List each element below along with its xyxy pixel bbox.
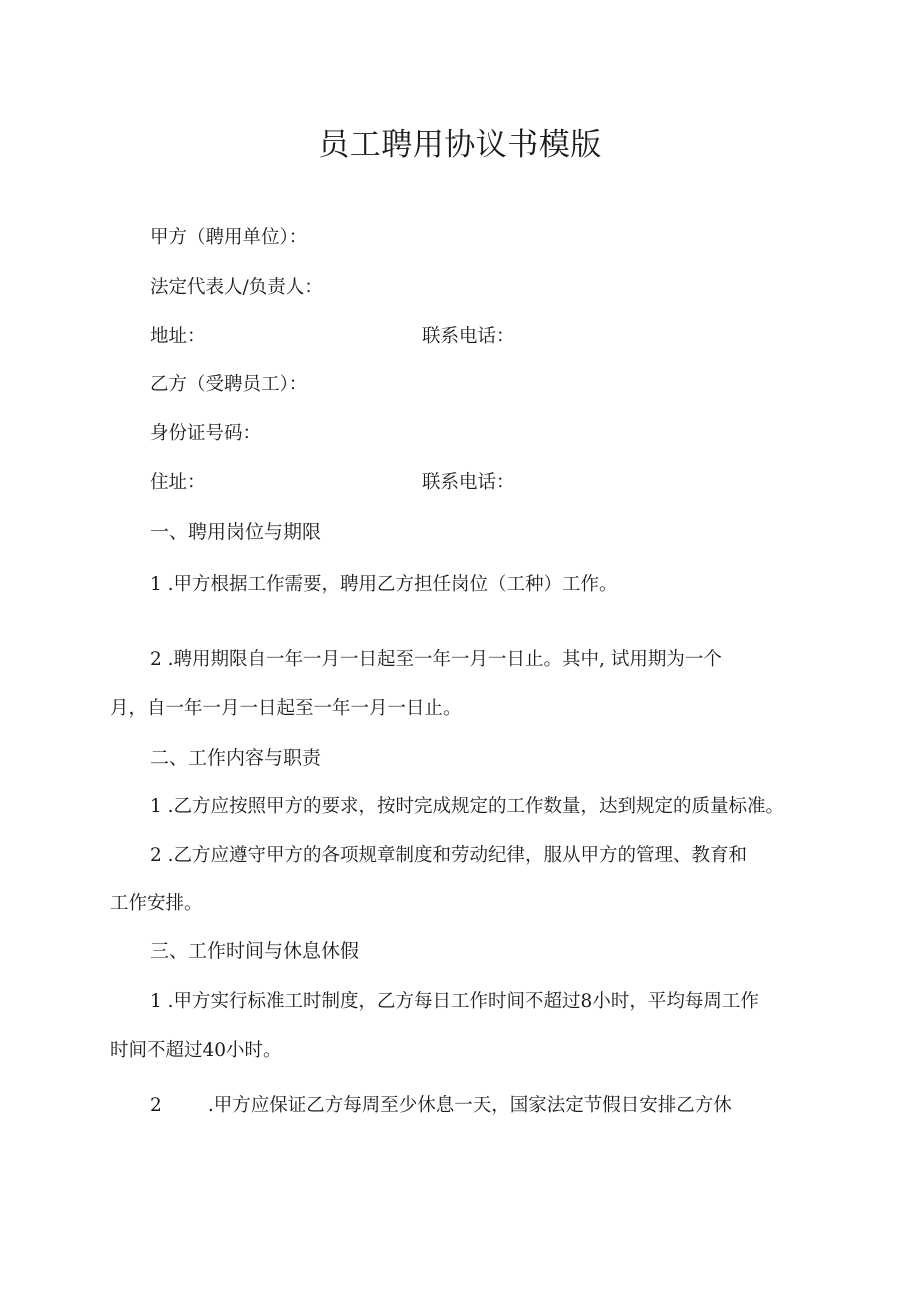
clause-number: 2 bbox=[150, 1095, 162, 1116]
id-number-label: 身份证号码： bbox=[150, 423, 262, 444]
clause-continuation: 月，自一年一月一日起至一年一月一日止。 bbox=[110, 698, 462, 719]
clause-text: .聘用期限自一年一月一日起至一年一月一日止。其中, 试用期为一个 bbox=[167, 649, 722, 670]
section-heading: 三、工作时间与休息休假 bbox=[150, 940, 360, 962]
clause bbox=[150, 843, 747, 869]
clause-text: .甲方实行标准工时制度，乙方每日工作时间不超过8小时，平均每周工作 bbox=[167, 991, 759, 1012]
party-a-address-label: 地址： bbox=[150, 326, 206, 347]
clause-text: .甲方应保证乙方每周至少休息一天，国家法定节假日安排乙方休 bbox=[207, 1095, 732, 1116]
clause-number: 1 bbox=[150, 574, 162, 595]
clause bbox=[150, 989, 759, 1015]
clause-continuation: 工作安排。 bbox=[110, 893, 203, 914]
party-b-phone-label: 联系电话： bbox=[422, 472, 515, 493]
clause-number: 2 bbox=[150, 845, 162, 866]
party-b-address-label: 住址： bbox=[150, 472, 206, 493]
clause-number: 1 bbox=[150, 991, 162, 1012]
section-heading: 二、工作内容与职责 bbox=[150, 747, 322, 769]
section-heading: 一、聘用岗位与期限 bbox=[150, 521, 322, 543]
clause-text: .乙方应遵守甲方的各项规章制度和劳动纪律，服从甲方的管理、教育和 bbox=[167, 845, 748, 866]
clause-text: .甲方根据工作需要，聘用乙方担任岗位（工种）工作。 bbox=[167, 574, 618, 595]
clause bbox=[150, 1093, 732, 1119]
legal-rep-label: 法定代表人/负责人： bbox=[150, 277, 323, 298]
document-title: 员工聘用协议书模版 bbox=[318, 127, 602, 163]
clause-text: .乙方应按照甲方的要求，按时完成规定的工作数量，达到规定的质量标准。 bbox=[167, 796, 785, 817]
party-a-phone-label: 联系电话： bbox=[422, 326, 515, 347]
clause bbox=[150, 572, 618, 598]
clause-number: 1 bbox=[150, 796, 162, 817]
party-a-label: 甲方（聘用单位）： bbox=[150, 227, 308, 248]
clause bbox=[150, 794, 784, 820]
clause bbox=[150, 647, 722, 673]
clause-number: 2 bbox=[150, 649, 162, 670]
clause-continuation: 时间不超过40小时。 bbox=[110, 1040, 282, 1061]
party-b-label: 乙方（受聘员工）： bbox=[150, 374, 308, 395]
